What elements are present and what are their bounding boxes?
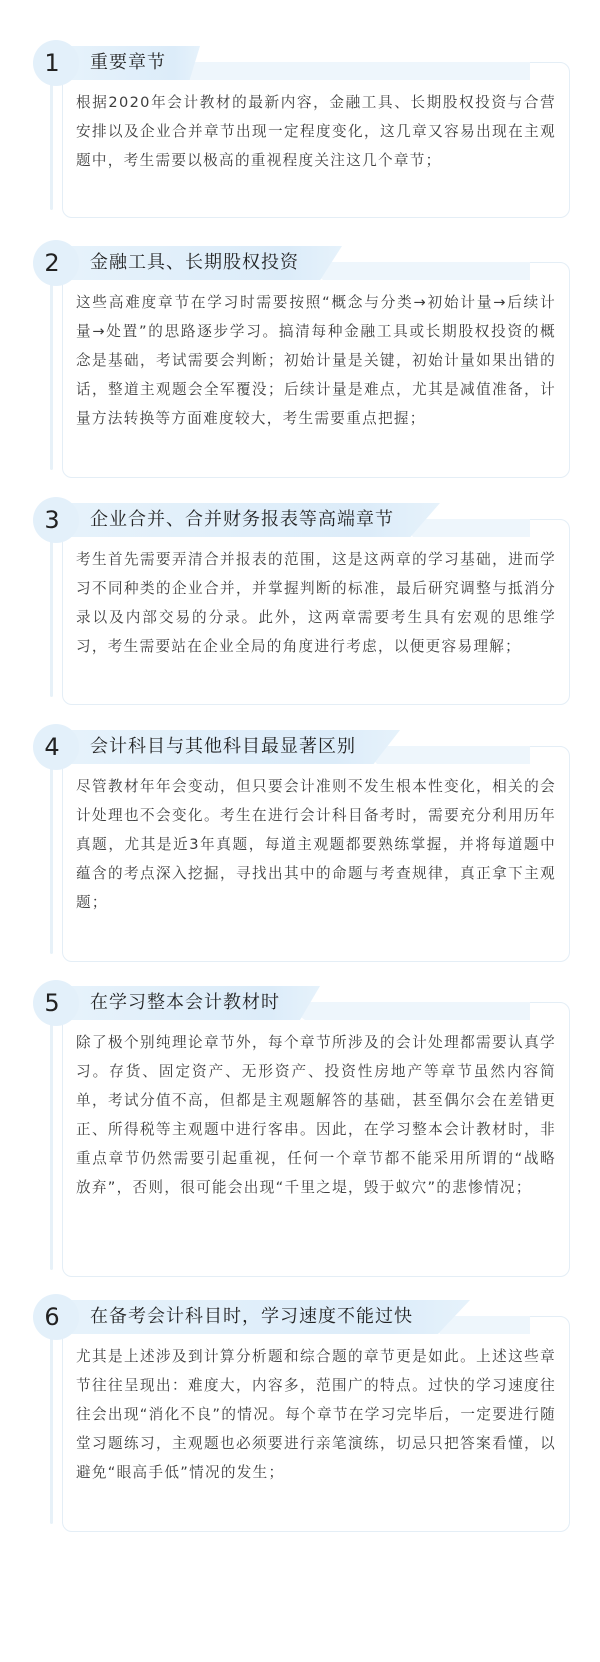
section-1	[0, 40, 600, 220]
section-4	[0, 724, 600, 964]
section-body: 这些高难度章节在学习时需要按照“概念与分类→初始计量→后续计量→处置”的思路逐步学习。搞清每种金融工具或长期股权投资的概念是基础，考试需要会判断；初始计量是关键，初始计量如果出错的话，整道主观题会全军覆没；后续计量是难点，尤其是减值准备，计量方法转换等方面难度较大，考生需要重点把握；	[76, 294, 556, 427]
section-number: 4	[44, 733, 60, 761]
section-3	[0, 497, 600, 707]
section-number: 6	[44, 1303, 60, 1331]
section-divider	[50, 537, 53, 697]
section-title: 企业合并、合并财务报表等高端章节	[90, 509, 394, 530]
section-divider	[50, 764, 53, 954]
section-divider	[50, 80, 53, 210]
banner-decoration	[150, 62, 530, 80]
section-divider	[50, 280, 53, 470]
banner-decoration	[300, 262, 530, 280]
section-number: 2	[44, 249, 60, 277]
section-number: 5	[44, 989, 60, 1017]
section-title: 在备考会计科目时，学习速度不能过快	[90, 1306, 413, 1327]
section-body: 考生首先需要弄清合并报表的范围，这是这两章的学习基础，进而学习不同种类的企业合并，并掌握判断的标准，最后研究调整与抵消分录以及内部交易的分录。此外，这两章需要考生具有宏观的思维学习，考生需要站在企业全局的角度进行考虑，以便更容易理解；	[76, 551, 556, 655]
section-body: 除了极个别纯理论章节外，每个章节所涉及的会计处理都需要认真学习。存货、固定资产、无形资产、投资性房地产等章节虽然内容简单，考试分值不高，但都是主观题解答的基础，甚至偶尔会在差错更正、所得税等主观题中进行客串。因此，在学习整本会计教材时，非重点章节仍然需要引起重视，任何一个章节都不能采用所谓的“战略放弃”，否则，很可能会出现“千里之堤，毁于蚁穴”的悲惨情况；	[76, 1034, 556, 1196]
section-body: 尽管教材年年会变动，但只要会计准则不发生根本性变化，相关的会计处理也不会变化。考生在进行会计科目备考时，需要充分利用历年真题，尤其是近3年真题，每道主观题都要熟练掌握，并将每道题中蕴含的考点深入挖掘，寻找出其中的命题与考查规律，真正拿下主观题；	[76, 778, 556, 911]
section-title: 会计科目与其他科目最显著区别	[90, 736, 356, 757]
section-number: 1	[44, 49, 60, 77]
section-6	[0, 1294, 600, 1534]
section-5	[0, 980, 600, 1280]
banner-decoration	[280, 1002, 530, 1020]
section-title: 重要章节	[90, 52, 166, 73]
section-title: 在学习整本会计教材时	[90, 992, 280, 1013]
section-divider	[50, 1334, 53, 1524]
banner-decoration	[360, 746, 530, 764]
section-number: 3	[44, 506, 60, 534]
section-divider	[50, 1020, 53, 1270]
section-title: 金融工具、长期股权投资	[90, 252, 299, 273]
section-body: 尤其是上述涉及到计算分析题和综合题的章节更是如此。上述这些章节往往呈现出：难度大，内容多，范围广的特点。过快的学习速度往往会出现“消化不良”的情况。每个章节在学习完毕后，一定要进行随堂习题练习，主观题也必须要进行亲笔演练，切忌只把答案看懂，以避免“眼高手低”情况的发生；	[76, 1348, 556, 1481]
section-body: 根据2020年会计教材的最新内容，金融工具、长期股权投资与合营安排以及企业合并章节出现一定程度变化，这几章又容易出现在主观题中，考生需要以极高的重视程度关注这几个章节；	[76, 94, 556, 169]
section-2	[0, 240, 600, 480]
